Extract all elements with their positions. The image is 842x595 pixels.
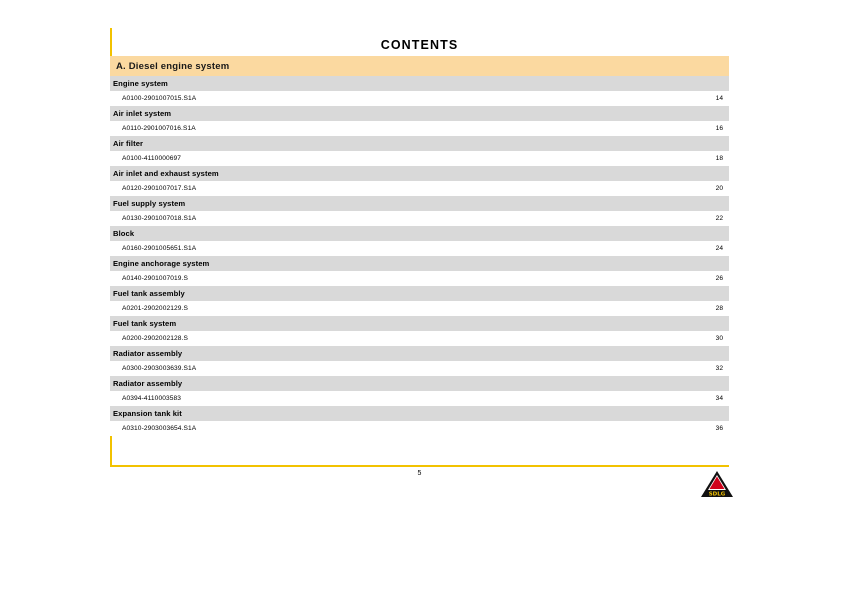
- toc-entry[interactable]: [110, 331, 729, 346]
- toc-group-title: Engine anchorage system: [110, 256, 729, 271]
- toc-entry[interactable]: [110, 181, 729, 196]
- toc-entry-code: A0100-4110000697: [122, 155, 182, 162]
- toc-entry-code: A0130-2901007018.S1A: [122, 215, 197, 222]
- toc-group-title: Expansion tank kit: [110, 406, 729, 421]
- toc-group-title: Radiator assembly: [110, 346, 729, 361]
- toc-entry-code: A0140-2901007019.S: [122, 275, 188, 282]
- toc-entry-page: 30: [715, 335, 723, 342]
- toc-entry[interactable]: [110, 301, 729, 316]
- toc-group-title: Radiator assembly: [110, 376, 729, 391]
- toc-entry[interactable]: [110, 421, 729, 436]
- toc-group-title: Air inlet and exhaust system: [110, 166, 729, 181]
- toc-entry[interactable]: [110, 121, 729, 136]
- toc-group-title: Fuel tank system: [110, 316, 729, 331]
- toc-entry-code: A0110-2901007016.S1A: [122, 125, 196, 132]
- top-rule: [110, 28, 729, 30]
- toc-entry-page: 24: [715, 245, 723, 252]
- toc-entry-page: 22: [715, 215, 723, 222]
- toc-entry-page: 34: [715, 395, 723, 402]
- toc-entry-code: A0200-2902002128.S: [122, 335, 188, 342]
- svg-text:SDLG: SDLG: [708, 491, 726, 498]
- toc-entry-page: 16: [715, 125, 723, 132]
- toc-group-title: Block: [110, 226, 729, 241]
- toc-entry[interactable]: [110, 391, 729, 406]
- toc-entry-code: A0120-2901007017.S1A: [122, 185, 197, 192]
- page-title: CONTENTS: [380, 38, 459, 52]
- toc-entry-code: A0100-2901007015.S1A: [122, 95, 197, 102]
- toc-group-title: Fuel supply system: [110, 196, 729, 211]
- toc-entry[interactable]: [110, 361, 729, 376]
- toc-entry-code: A0160-2901005651.S1A: [122, 245, 197, 252]
- toc-entry-page: 36: [715, 425, 723, 432]
- toc-entry[interactable]: [110, 91, 729, 106]
- toc-group-title: Fuel tank assembly: [110, 286, 729, 301]
- toc-entry-page: 18: [715, 155, 723, 162]
- sdlg-logo: [700, 470, 734, 498]
- toc-entry-code: A0201-2902002129.S: [122, 305, 188, 312]
- bottom-accent-rule: [110, 465, 729, 467]
- toc-entry-code: A0394-4110003583: [122, 395, 182, 402]
- toc-entry-page: 20: [715, 185, 723, 192]
- toc-entry[interactable]: [110, 241, 729, 256]
- toc-entry-page: 26: [715, 275, 723, 282]
- toc-entry-code: A0300-2903003639.S1A: [122, 365, 197, 372]
- toc-entry[interactable]: [110, 151, 729, 166]
- toc-group-title: Air filter: [110, 136, 729, 151]
- toc-entry-page: 14: [715, 95, 723, 102]
- toc-group-title: Air inlet system: [110, 106, 729, 121]
- section-header: A. Diesel engine system: [110, 56, 729, 76]
- toc-entry-page: 28: [715, 305, 723, 312]
- toc-entry[interactable]: [110, 211, 729, 226]
- toc-entry-code: A0310-2903003654.S1A: [122, 425, 197, 432]
- toc-group-title: Engine system: [110, 76, 729, 91]
- toc-entry-page: 32: [715, 365, 723, 372]
- footer-page-number: 5: [417, 470, 422, 477]
- table-of-contents: [110, 56, 729, 436]
- toc-entry[interactable]: [110, 271, 729, 286]
